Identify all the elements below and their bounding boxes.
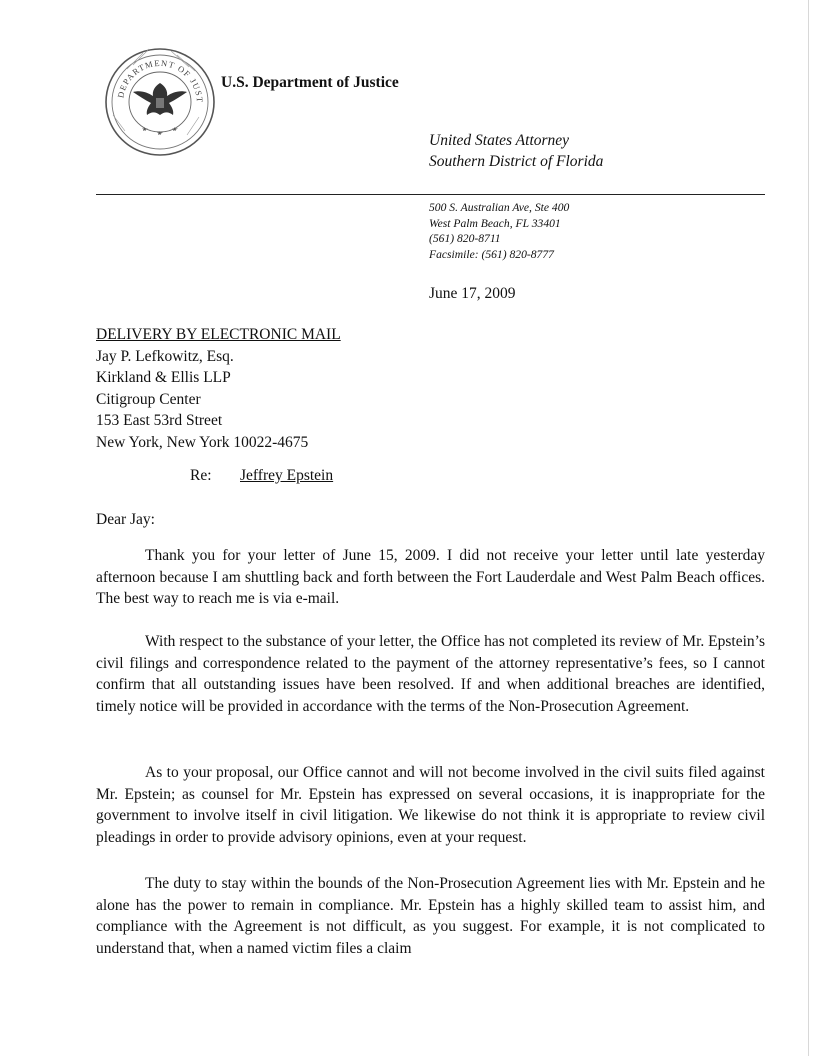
paragraph-1: Thank you for your letter of June 15, 2009. I did not receive your letter until late yesterday afternoon because I am shuttling back and forth between the Fort Lauderdale and West Palm Beach offices. The best way to reach me is via e-mail. <box>96 547 765 607</box>
address-phone: (561) 820-8711 <box>429 232 501 245</box>
recipient-name: Jay P. Lefkowitz, Esq. <box>96 347 234 365</box>
paragraph-3: As to your proposal, our Office cannot and will not become involved in the civil suits filed against Mr. Epstein; as counsel for Mr. Epstein has expressed on several occasions, it is inappropriate for the government to involve itself in civil litigation. We likewise do not think it is appropriate to review civil pleadings in order to provide advisory opinions, even at your request. <box>96 764 765 846</box>
agency-name: U.S. Department of Justice <box>221 74 399 91</box>
recipient-building: Citigroup Center <box>96 390 201 408</box>
paragraph-4: The duty to stay within the bounds of the Non-Prosecution Agreement lies with Mr. Epstein and he alone has the power to remain in compliance. Mr. Epstein has a highly skilled team to assist him, and compliance with the Agreement is not difficult, as you suggest. For example, it is not complicated to understand that, when a named victim files a claim <box>96 875 765 957</box>
salutation: Dear Jay: <box>96 511 155 528</box>
recipient-block <box>96 324 341 453</box>
recipient-street: 153 East 53rd Street <box>96 412 223 429</box>
delivery-method: DELIVERY BY ELECTRONIC MAIL <box>96 326 341 343</box>
re-label: Re: <box>190 467 212 484</box>
scan-edge <box>808 0 809 1056</box>
doj-seal-icon <box>103 45 217 157</box>
office-block <box>429 130 603 172</box>
header-divider <box>96 194 765 195</box>
office-district: Southern District of Florida <box>429 153 604 170</box>
paragraph-2: With respect to the substance of your letter, the Office has not completed its review of Mr. Epstein’s civil filings and correspondence related to the payment of the attorney representative’s fees, so I cannot confirm that all outstanding issues have been resolved. If and when additional breaches are identified, timely notice will be provided in accordance with the terms of the Non-Prosecution Agreement. <box>96 633 765 715</box>
seal-text: DEPARTMENT OF JUST <box>115 57 206 104</box>
re-subject: Jeffrey Epstein <box>240 467 334 484</box>
address-street: 500 S. Australian Ave, Ste 400 <box>429 201 570 214</box>
address-city: West Palm Beach, FL 33401 <box>429 216 561 230</box>
address-fax: Facsimile: (561) 820-8777 <box>429 247 554 261</box>
doj-seal <box>103 45 217 157</box>
address-block <box>429 200 569 262</box>
recipient-firm: Kirkland & Ellis LLP <box>96 369 231 386</box>
recipient-city: New York, New York 10022-4675 <box>96 433 309 451</box>
letter-date: June 17, 2009 <box>429 285 516 302</box>
office-title: United States Attorney <box>429 132 570 149</box>
